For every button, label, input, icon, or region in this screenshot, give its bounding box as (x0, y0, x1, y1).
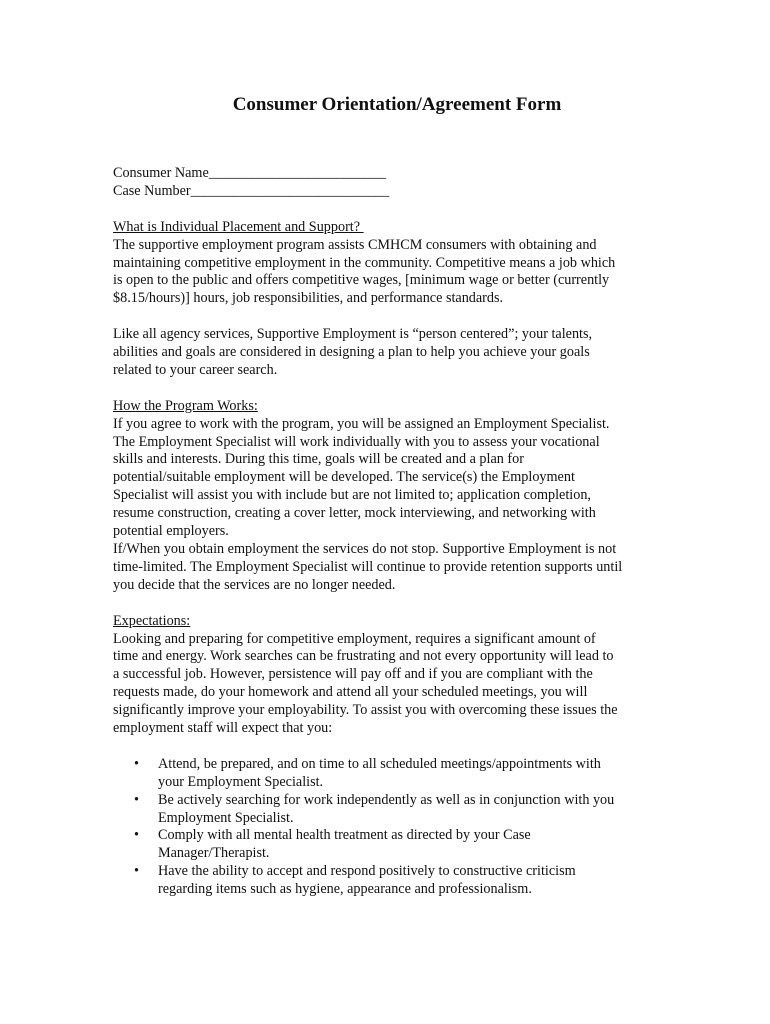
case-number-field[interactable]: Case Number____________________________ (113, 182, 390, 199)
paragraph-how-1 (113, 416, 673, 541)
text-line: Like all agency services, Supportive Employment is “person centered”; your talents, (113, 326, 593, 343)
text-line: Have the ability to accept and respond positively to constructive criticism (158, 863, 576, 880)
text-line: potential/suitable employment will be developed. The service(s) the Employment (113, 469, 575, 486)
text-line: related to your career search. (113, 361, 278, 378)
text-line: The supportive employment program assists CMHCM consumers with obtaining and (113, 236, 597, 253)
text-line: a successful job. However, persistence will pay off and if you are compliant with the (113, 666, 593, 683)
bullet-icon: • (134, 755, 139, 772)
list-item (113, 792, 673, 828)
spacer (113, 201, 673, 219)
spacer (113, 308, 673, 326)
paragraph-how-2 (113, 541, 673, 595)
text-line: Comply with all mental health treatment as directed by your Case (158, 827, 531, 844)
section-heading-what: What is Individual Placement and Support? (113, 218, 364, 235)
text-line: The Employment Specialist will work individually with you to assess your vocational (113, 433, 600, 450)
bullet-icon: • (134, 791, 139, 808)
text-line: Employment Specialist. (158, 809, 294, 826)
text-line: time-limited. The Employment Specialist will continue to provide retention supports until (113, 558, 623, 575)
spacer (113, 595, 673, 613)
text-line: Be actively searching for work independently as well as in conjunction with you (158, 791, 615, 808)
text-line: resume construction, creating a cover letter, mock interviewing, and networking with (113, 505, 596, 522)
list-item (113, 756, 673, 792)
text-line: If you agree to work with the program, you will be assigned an Employment Specialist. (113, 415, 610, 432)
page-title: Consumer Orientation/Agreement Form (232, 94, 562, 115)
spacer (113, 738, 673, 756)
spacer (113, 380, 673, 398)
text-line: Manager/Therapist. (158, 845, 270, 862)
list-item (113, 863, 673, 899)
text-line: skills and interests. During this time, goals will be created and a plan for (113, 451, 524, 468)
text-line: Attend, be prepared, and on time to all scheduled meetings/appointments with (158, 755, 601, 772)
section-heading-how: How the Program Works: (113, 397, 258, 414)
text-line: potential employers. (113, 523, 229, 540)
text-line: $8.15/hours)] hours, job responsibilities, and performance standards. (113, 290, 504, 307)
list-item (113, 827, 673, 863)
text-line: Looking and preparing for competitive employment, requires a significant amount of (113, 630, 596, 647)
document-page (113, 94, 673, 899)
paragraph-what-1 (113, 237, 673, 309)
text-line: significantly improve your employability. To assist you with overcoming these issues the (113, 702, 618, 719)
text-line: requests made, do your homework and attend all your scheduled meetings, you will (113, 684, 588, 701)
expectations-bullet-list (113, 756, 673, 899)
text-line: time and energy. Work searches can be frustrating and not every opportunity will lead to (113, 648, 614, 665)
text-line: maintaining competitive employment in the community. Competitive means a job which (113, 254, 616, 271)
paragraph-what-2 (113, 326, 673, 380)
text-line: you decide that the services are no longer needed. (113, 576, 396, 593)
text-line: regarding items such as hygiene, appearance and professionalism. (158, 881, 532, 898)
text-line: is open to the public and offers competitive wages, [minimum wage or better (currently (113, 272, 610, 289)
text-line: your Employment Specialist. (158, 773, 324, 790)
bullet-icon: • (134, 863, 139, 880)
bullet-icon: • (134, 827, 139, 844)
consumer-name-field[interactable]: Consumer Name_________________________ (113, 165, 387, 181)
text-line: Specialist will assist you with include but are not limited to; application completion, (113, 487, 591, 504)
text-line: abilities and goals are considered in designing a plan to help you achieve your goals (113, 344, 590, 361)
paragraph-expectations-1 (113, 631, 673, 738)
text-line: If/When you obtain employment the services do not stop. Supportive Employment is not (113, 540, 617, 557)
text-line: employment staff will expect that you: (113, 720, 333, 737)
section-heading-expectations: Expectations: (113, 612, 191, 629)
